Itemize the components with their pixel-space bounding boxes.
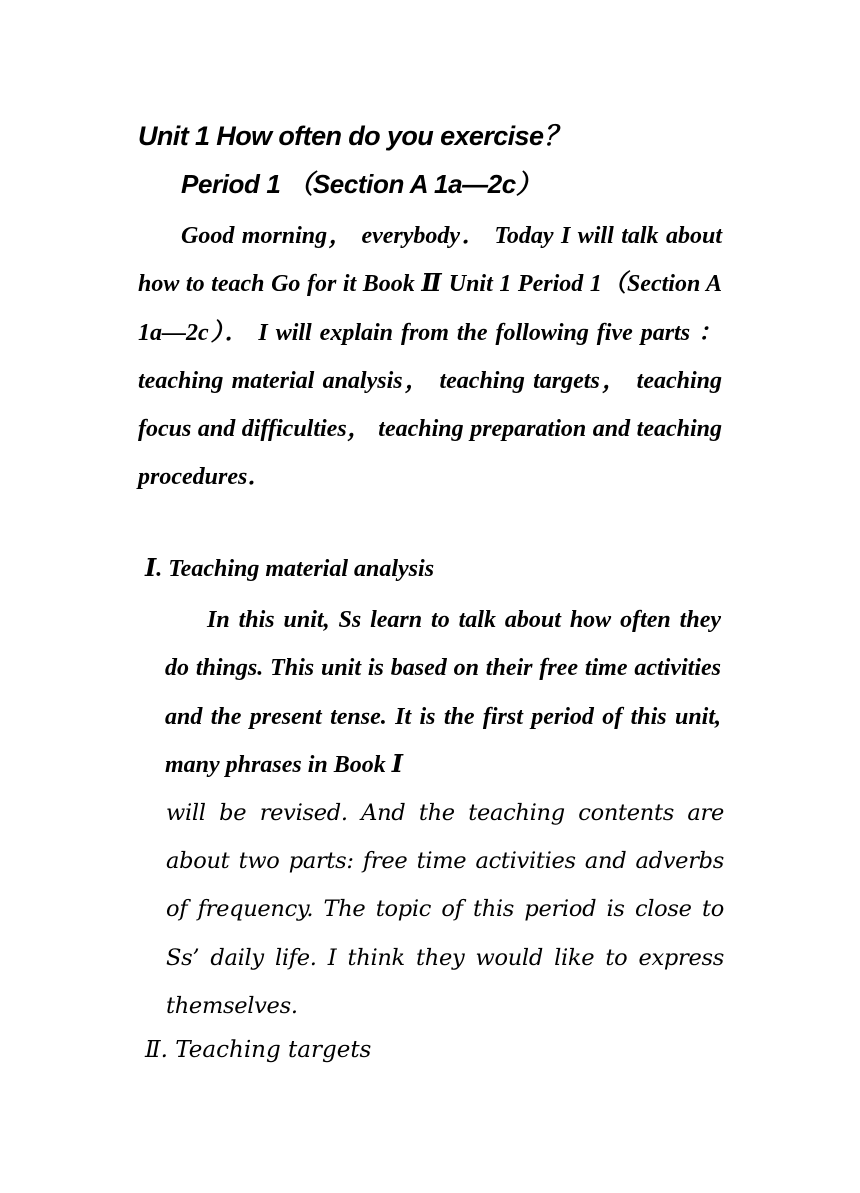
document-title: Unit 1 How often do you exercise？ <box>138 121 570 151</box>
intro-paragraph: Good morning， everybody． Today I will talk about how to teach Go for it Book Ⅱ Unit 1 Period 1（Section A 1a—2c）． I will explain from the following five parts ： teaching material analysis， teaching targets， teaching focus and difficulties， teaching preparation and teaching procedures． <box>138 223 722 491</box>
teaching-material-paragraph-continued: will be revised. And the teaching contents are about two parts: free time activities and adverbs of frequency. The topic of this period is close to Ss’ daily life. I think they would like to express themselves. <box>166 800 724 1019</box>
section-heading-teaching-material-analysis: Ⅰ. Teaching material analysis <box>145 556 435 582</box>
document-subtitle: Period 1 （Section A 1a—2c） <box>181 169 542 199</box>
teaching-material-paragraph: In this unit, Ss learn to talk about how often they do things. This unit is based on their free time activities and the present tense. It is the first period of this unit, many phrases in Book Ⅰ <box>165 607 721 778</box>
section-heading-teaching-targets: Ⅱ. Teaching targets <box>145 1037 372 1063</box>
